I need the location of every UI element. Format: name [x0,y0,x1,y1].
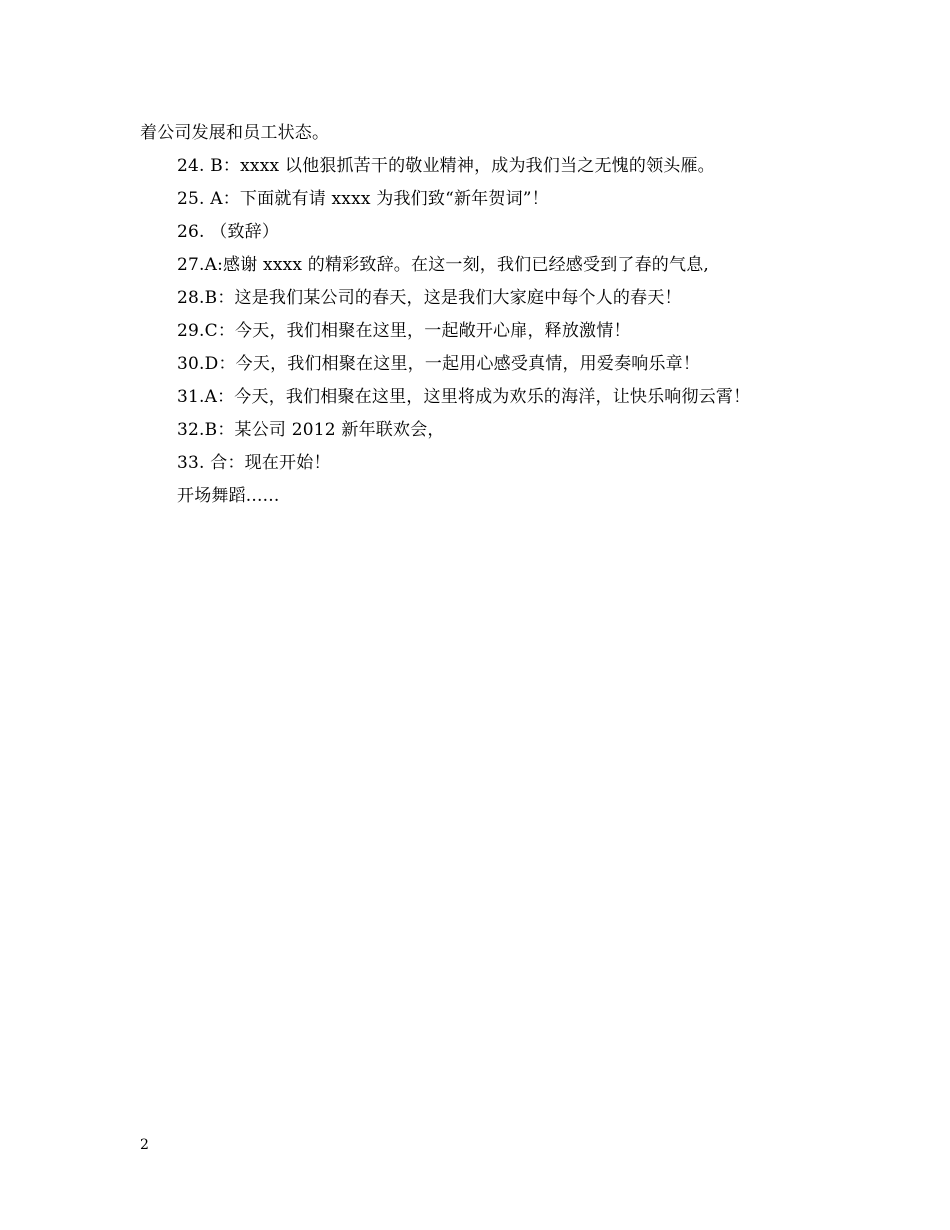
text-line-29: 29.C：今天，我们相聚在这里，一起敞开心扉，释放激情！ [177,321,631,341]
text-line-32: 32.B：某公司 2012 新年联欢会， [177,420,445,440]
text-line-continuation: 着公司发展和员工状态。 [140,123,330,143]
text-line-33: 33. 合：现在开始！ [177,453,331,473]
page-number: 2 [140,1137,149,1153]
text-line-27: 27.A:感谢 xxxx 的精彩致辞。在这一刻，我们已经感受到了春的气息, [177,255,709,275]
text-line-30: 30.D：今天，我们相聚在这里，一起用心感受真情，用爱奏响乐章！ [177,354,701,374]
text-line-opening-dance: 开场舞蹈...... [177,486,280,506]
text-line-28: 28.B：这是我们某公司的春天，这是我们大家庭中每个人的春天！ [177,288,682,308]
text-line-26: 26. （致辞） [177,222,280,242]
text-line-24: 24. B：xxxx 以他狠抓苦干的敬业精神，成为我们当之无愧的领头雁。 [177,156,715,176]
document-body [140,117,820,513]
text-line-25: 25. A：下面就有请 xxxx 为我们致“新年贺词”！ [177,189,549,209]
text-line-31: 31.A：今天，我们相聚在这里，这里将成为欢乐的海洋，让快乐响彻云霄！ [177,387,751,407]
